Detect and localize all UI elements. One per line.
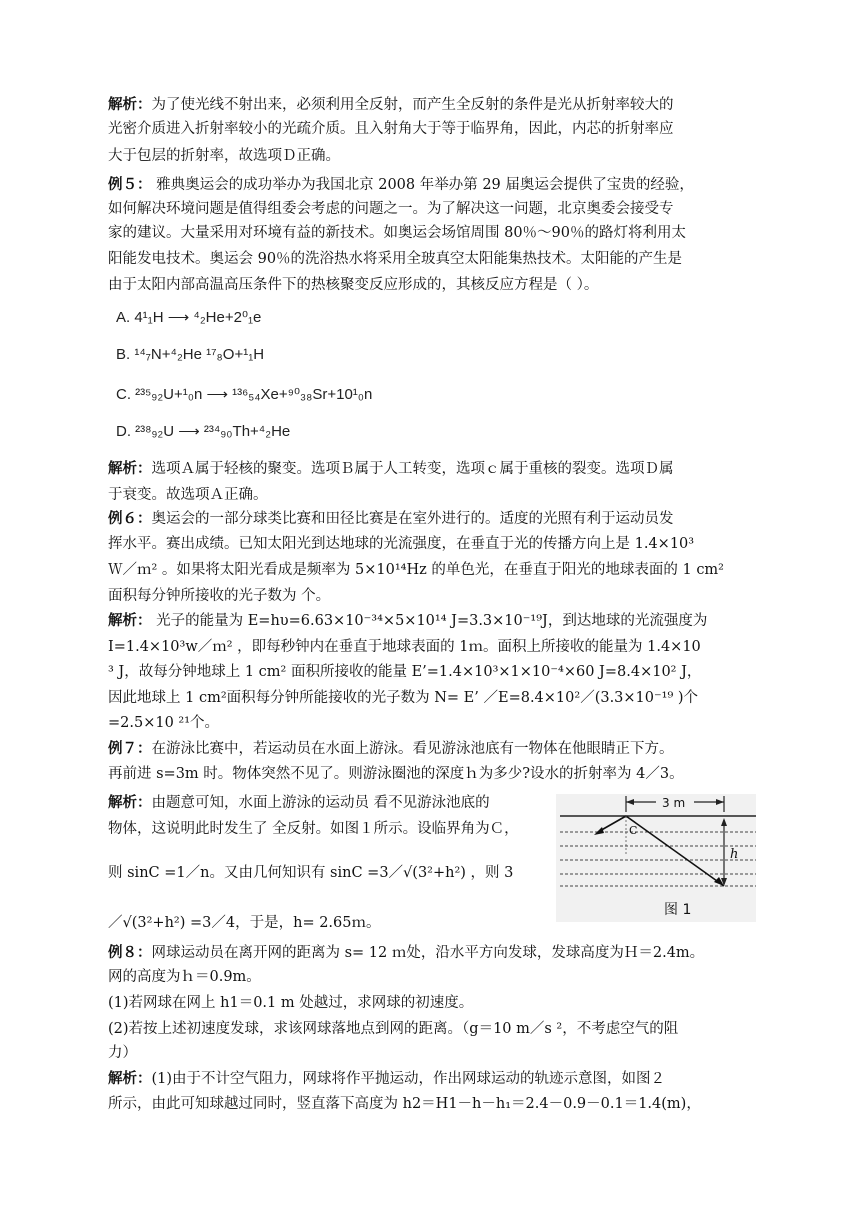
text-line: 解析：选项Ａ属于轻核的聚变。选项Ｂ属于人工转变，选项ｃ属于重核的裂变。选项Ｄ属 (108, 460, 674, 477)
text-line: 所示，由此可知球越过同时，竖直落下高度为 h2＝H1－h－h₁＝2.4－0.9－0.1＝1.4(m)， (108, 1096, 701, 1112)
text-line: 阳能发电技术。奥运会 90％的洗浴热水将采用全玻真空太阳能集热技术。太阳能的产生是 (108, 251, 683, 267)
text-line: 因此地球上 1 cm²面积每分钟所能接收的光子数为 N= E’ ／E=8.4×10²／(3.3×10⁻¹⁹ )个 (108, 690, 699, 706)
text-line: ³ J，故每分钟地球上 1 cm² 面积所接收的能量 E’=1.4×10³×1×10⁻⁴×60 J=8.4×10² J， (108, 664, 702, 680)
text-line: 例６：奥运会的一部分球类比赛和田径比赛是在室外进行的。适度的光照有利于运动员发 (108, 510, 674, 527)
figure-angle-label: C (629, 824, 638, 837)
text-line: 则 sinC =1／n。又由几何知识有 sinC =3／√(3²+h²) ，则 3 (108, 865, 514, 881)
option-d: D. ²³⁸₉₂U ⟶ ²³⁴₉₀Th+⁴₂He (116, 423, 291, 440)
text-line: 再前进 s=3m 时。物体突然不见了。则游泳圈池的深度ｈ为多少?设水的折射率为 4／3。 (108, 766, 684, 782)
text-line: Ｗ／ｍ² 。如果将太阳光看成是频率为 5×10¹⁴Hz 的单色光，在垂直于阳光的地球表面的 1 cm² (108, 562, 724, 578)
text-line: 于衰变。故选项Ａ正确。 (108, 487, 268, 503)
option-c: C. ²³⁵₉₂U+¹₀n ⟶ ¹³⁶₅₄Xe+⁹⁰₃₈Sr+10¹₀n (116, 386, 373, 403)
option-b: B. ¹⁴₇N+⁴₂He ¹⁷₈O+¹₁H (116, 346, 265, 363)
text-line: 解析：为了使光线不射出来，必须利用全反射，而产生全反射的条件是光从折射率较大的 (108, 96, 674, 113)
text-line: 例７：在游泳比赛中，若运动员在水面上游泳。看见游泳池底有一物体在他眼睛正下方。 (108, 740, 674, 757)
text-line: I=1.4×10³w／ｍ² ，即每秒钟内在垂直于地球表面的 1ｍ。面积上所接收的能量为 1.4×10 (108, 639, 701, 655)
text-line: 大于包层的折射率，故选项Ｄ正确。 (108, 148, 340, 164)
text-line: 例８：网球运动员在离开网的距离为 s= 12 ｍ处，沿水平方向发球，发球高度为Ｈ＝2.4m。 (108, 944, 705, 961)
text-line: (2)若按上述初速度发球，求该网球落地点到网的距离。（g＝10 m／s ²，不考虑空气的阻 (108, 1021, 679, 1037)
figure-top-label: 3 m (662, 796, 686, 810)
text-line: 家的建议。大量采用对环境有益的新技术。如奥运会场馆周围 80％～90％的路灯将利用太 (108, 225, 687, 241)
text-line: 如何解决环境问题是值得组委会考虑的问题之一。为了解决这一问题，北京奥委会接受专 (108, 201, 674, 217)
text-line: 网的高度为ｈ＝0.9m。 (108, 969, 261, 985)
option-a: A. 4¹₁H ⟶ ⁴₂He+2⁰₁e (116, 309, 262, 326)
text-line: 由于太阳内部高温高压条件下的热核聚变反应形成的，其核反应方程是（ ）。 (108, 277, 599, 293)
text-line: 例５： 雅典奥运会的成功举办为我国北京 2008 年举办第 29 届奥运会提供了宝贵的经验， (108, 176, 694, 193)
text-line: =2.5×10 ²¹个。 (108, 715, 220, 731)
text-line: 面积每分钟所接收的光子数为 个。 (108, 588, 331, 604)
text-line: (1)若网球在网上 h1＝0.1 m 处越过，求网球的初速度。 (108, 995, 474, 1011)
text-line: 物体，这说明此时发生了 全反射。如图１所示。设临界角为Ｃ， (108, 821, 519, 837)
figure-1-drawing (556, 794, 756, 922)
text-line: 解析：由题意可知，水面上游泳的运动员 看不见游泳池底的 (108, 794, 490, 811)
text-line: 解析： 光子的能量为 E=hυ=6.63×10⁻³⁴×5×10¹⁴ J=3.3×10⁻¹⁹J，到达地球的光流强度为 (108, 612, 708, 629)
text-line: 光密介质进入折射率较小的光疏介质。且入射角大于等于临界角，因此，内芯的折射率应 (108, 121, 674, 137)
figure-caption: 图 1 (664, 902, 692, 918)
text-line: 解析：(1)由于不计空气阻力，网球将作平抛运动，作出网球运动的轨迹示意图，如图２ (108, 1070, 666, 1087)
figure-1 (556, 794, 756, 922)
text-line: 力） (108, 1045, 137, 1061)
figure-depth-label: h (730, 847, 739, 862)
text-line: ／√(3²+h²) =3／4，于是，h= 2.65ｍ。 (108, 915, 381, 931)
text-line: 挥水平。赛出成绩。已知太阳光到达地球的光流强度，在垂直于光的传播方向上是 1.4×10³ (108, 536, 695, 552)
